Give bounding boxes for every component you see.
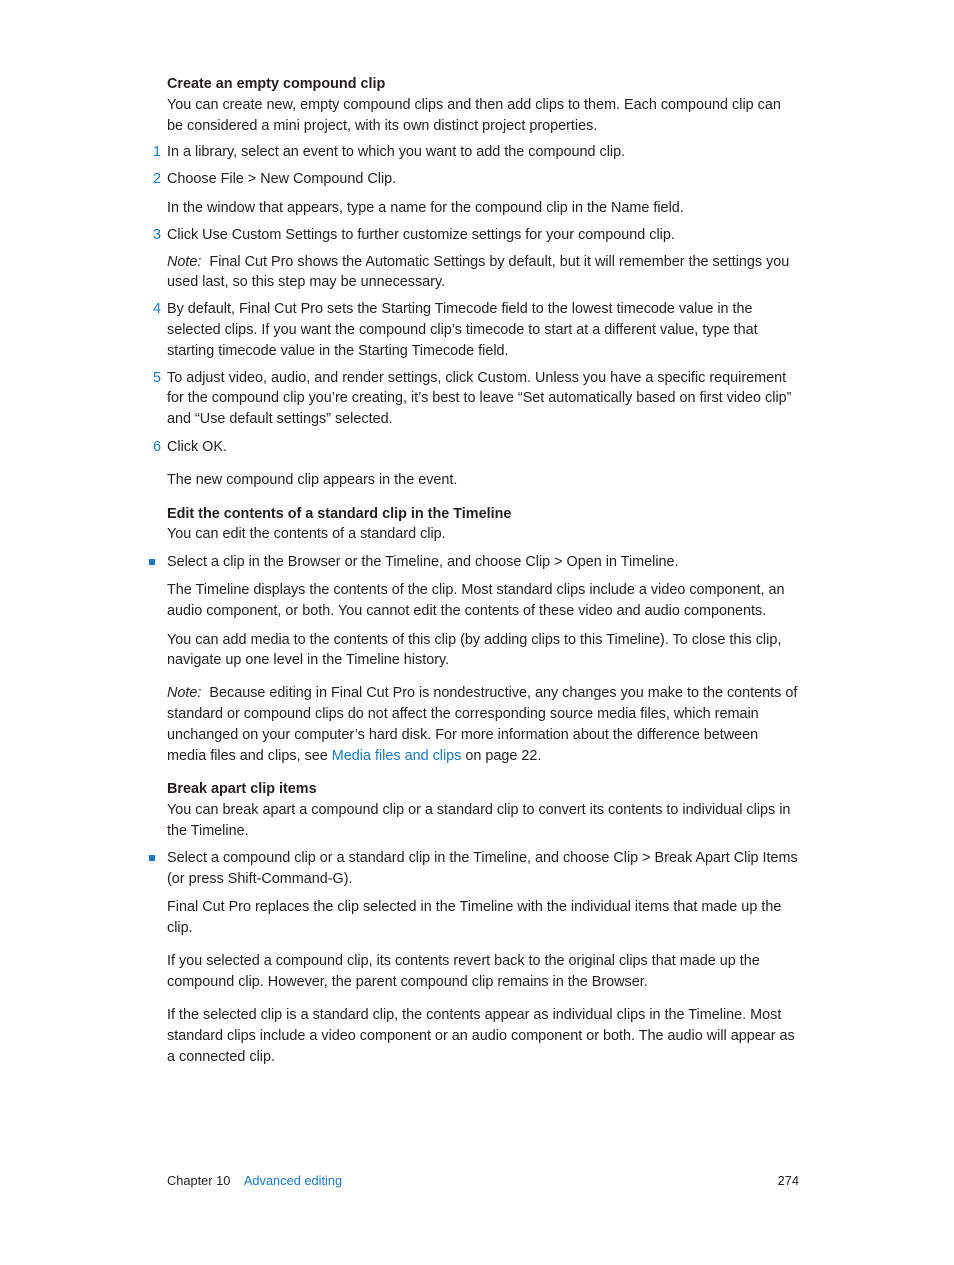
section-heading-empty-compound-clip: Create an empty compound clip	[167, 76, 386, 92]
step-number: 3	[152, 226, 161, 243]
step-2-detail: In the window that appears, type a name for the compound clip in the Name field.	[167, 199, 684, 216]
bullet-text: Select a clip in the Browser or the Timeline, and choose Clip > Open in Timeline.	[167, 554, 679, 571]
page-number: 274	[777, 1173, 799, 1188]
step-number: 6	[152, 438, 161, 455]
section-heading-edit-standard-clip: Edit the contents of a standard clip in the Timeline	[167, 505, 512, 522]
note-label: Note:	[167, 685, 202, 702]
paragraph: If the selected clip is a standard clip, the contents appear as individual clips in the Timeline. Most standard clips include a video component or an audio component or both. The audio will appear as a connected clip.	[167, 1007, 795, 1066]
paragraph: If you selected a compound clip, its contents revert back to the original clips that made up the compound clip. However, the parent compound clip remains in the Browser.	[167, 952, 760, 990]
step-6	[152, 437, 799, 458]
intro-paragraph: You can create new, empty compound clips and then add clips to them. Each compound clip can be considered a mini project, with its own distinct project properties.	[167, 96, 781, 134]
note-text: Final Cut Pro shows the Automatic Settings by default, but it will remember the settings you used last, so this step may be unnecessary.	[167, 253, 790, 291]
step-text: By default, Final Cut Pro sets the Starting Timecode field to the lowest timecode value in the selected clips. If you want the compound clip’s timecode to start at a different value, type that starting timecode value in the Starting Timecode field.	[167, 301, 758, 359]
step-2	[152, 169, 799, 190]
step-text: Click OK.	[167, 438, 227, 455]
page-footer	[167, 1172, 799, 1190]
step-text: To adjust video, audio, and render settings, click Custom. Unless you have a specific requirement for the compound clip you’re creating, it’s best to leave “Set automatically based on first video clip” and “Use default settings” selected.	[167, 369, 792, 428]
note-tail: on page 22.	[465, 747, 542, 764]
step-3	[152, 225, 799, 246]
step-4	[152, 299, 799, 361]
chapter-title-link[interactable]: Advanced editing	[243, 1173, 343, 1188]
note-text: Because editing in Final Cut Pro is nondestructive, any changes you make to the contents of standard or compound clips do not affect the corresponding source media files, which remain unchanged on your computer’s hard disk. For more information about the difference between media files and clips, see	[167, 685, 798, 764]
bullet-icon	[149, 855, 155, 861]
note	[167, 252, 799, 294]
note	[167, 683, 799, 766]
bullet-item	[167, 552, 799, 573]
step-number: 5	[152, 369, 161, 386]
step-text: Click Use Custom Settings to further customize settings for your compound clip.	[167, 226, 675, 243]
step-text: Choose File > New Compound Clip.	[167, 171, 397, 188]
bullet-icon	[149, 559, 155, 565]
intro-paragraph: You can edit the contents of a standard clip.	[167, 526, 446, 543]
step-number: 4	[152, 301, 161, 318]
step-number: 1	[152, 144, 161, 161]
result-text: The new compound clip appears in the event.	[167, 471, 458, 488]
section-heading-break-apart: Break apart clip items	[167, 781, 317, 798]
note-label: Note:	[167, 253, 202, 270]
bullet-item	[167, 848, 799, 890]
page-content	[0, 74, 954, 1068]
bullet-text: Select a compound clip or a standard clip in the Timeline, and choose Clip > Break Apart Clip Items (or press Shift-Command-G).	[167, 849, 798, 887]
intro-paragraph: You can break apart a compound clip or a standard clip to convert its contents to individual clips in the Timeline.	[167, 802, 791, 839]
paragraph: The Timeline displays the contents of the clip. Most standard clips include a video component, an audio component, or both. You cannot edit the contents of these video and audio components.	[167, 581, 785, 619]
chapter-number: Chapter 10	[167, 1173, 231, 1188]
step-text: In a library, select an event to which you want to add the compound clip.	[167, 144, 626, 161]
step-number: 2	[152, 171, 161, 188]
media-files-and-clips-link[interactable]: Media files and clips	[331, 747, 462, 764]
paragraph: Final Cut Pro replaces the clip selected in the Timeline with the individual items that made up the clip.	[167, 899, 782, 937]
step-5	[152, 368, 799, 430]
paragraph: You can add media to the contents of this clip (by adding clips to this Timeline). To close this clip, navigate up one level in the Timeline history.	[167, 631, 782, 669]
step-1	[152, 142, 799, 163]
